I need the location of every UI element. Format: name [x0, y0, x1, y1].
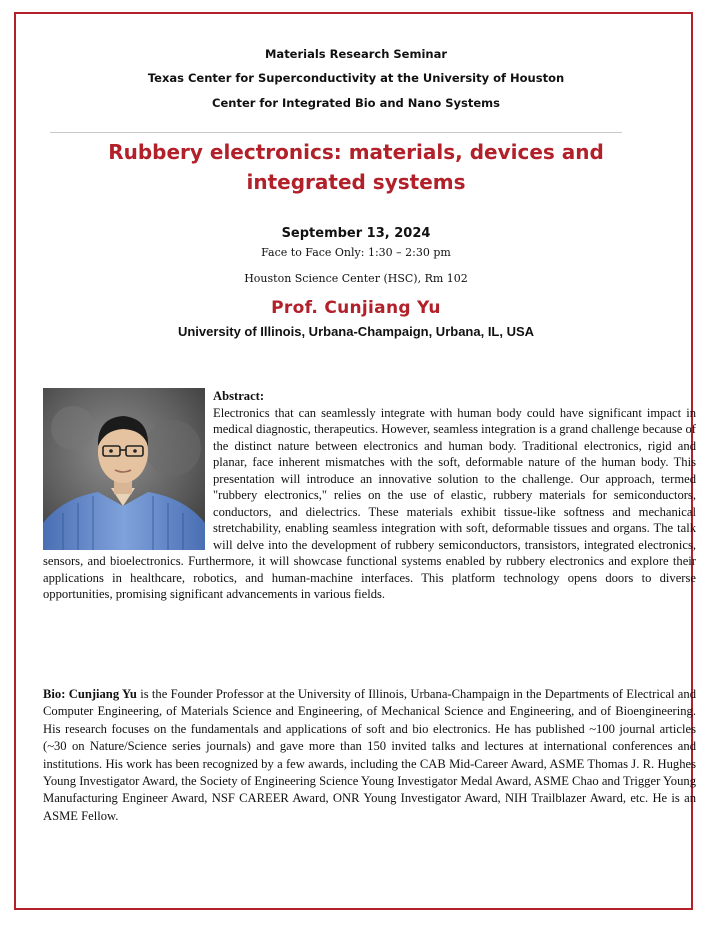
host-center-title: Texas Center for Superconductivity at the University of Houston	[147, 71, 565, 85]
bio-label: Bio:	[43, 687, 66, 701]
bio-name: Cunjiang Yu	[68, 687, 137, 701]
abstract-section	[43, 388, 696, 603]
bio-section	[43, 686, 696, 825]
abstract-body: Electronics that can seamlessly integrate with human body could have significant impact in medical diagnostic, therapeutics. However, seamless integration is a grand challenge because of the distinct nature between electronics and human body. Traditional electronics, rigid and planar, face inherent mismatches with the soft, deformable nature of the human body. This presentation will introduce an innovative solution to the challenge. Our approach, termed "rubbery electronics," relies on the use of elastic, rubbery materials for semiconductors, conductors, and dielectrics. These materials exhibit tissue-like softness and mechanical stretchability, enabling seamless integration with soft, deformable tissues and organs. The talk will delve into the development of rubbery semiconductors, transistors, integrated electronics, sensors, and bioelectronics. Furthermore, it will showcase functional systems enabled by rubbery electronics and explore their applications in healthcare, robotics, and human-machine interfaces. This platform technology opens doors to diverse opportunities, promising significant advancements in various fields.	[43, 405, 696, 601]
speaker-name: Prof. Cunjiang Yu	[271, 298, 441, 318]
event-location: Houston Science Center (HSC), Rm 102	[244, 272, 468, 285]
header-divider	[50, 132, 622, 133]
speaker-affiliation: University of Illinois, Urbana-Champaign, Urbana, IL, USA	[177, 324, 535, 339]
bio-body: is the Founder Professor at the University of Illinois, Urbana-Champaign in the Departments of Electrical and Computer Engineering, of Materials Science and Engineering, of Mechanical Science and Engineering, and of Bioengineering. His research focuses on the fundamentals and applications of soft and bio electronics. He has published ~100 journal articles (~30 on Nature/Science series journals) and gave more than 150 invited talks and lectures at international conferences and institutions. His work has been recognized by a few awards, including the CAB Mid-Career Award, ASME Thomas J. R. Hughes Young Investigator Award, the Society of Engineering Science Young Investigator Medal Award, ASME Chao and Trigger Young Manufacturing Engineer Award, NSF CAREER Award, ONR Young Investigator Award, NIH Trailblazer Award, etc. He is an ASME Fellow.	[43, 687, 696, 823]
event-time: Face to Face Only: 1:30 – 2:30 pm	[261, 246, 451, 259]
abstract-heading: Abstract:	[213, 389, 265, 403]
talk-title: Rubbery electronics: materials, devices and integrated systems	[108, 140, 604, 194]
seminar-series-title: Materials Research Seminar	[264, 47, 448, 61]
cosponsor-center-title: Center for Integrated Bio and Nano Systems	[212, 96, 500, 110]
speaker-photo	[43, 388, 205, 550]
event-date: September 13, 2024	[281, 226, 431, 241]
